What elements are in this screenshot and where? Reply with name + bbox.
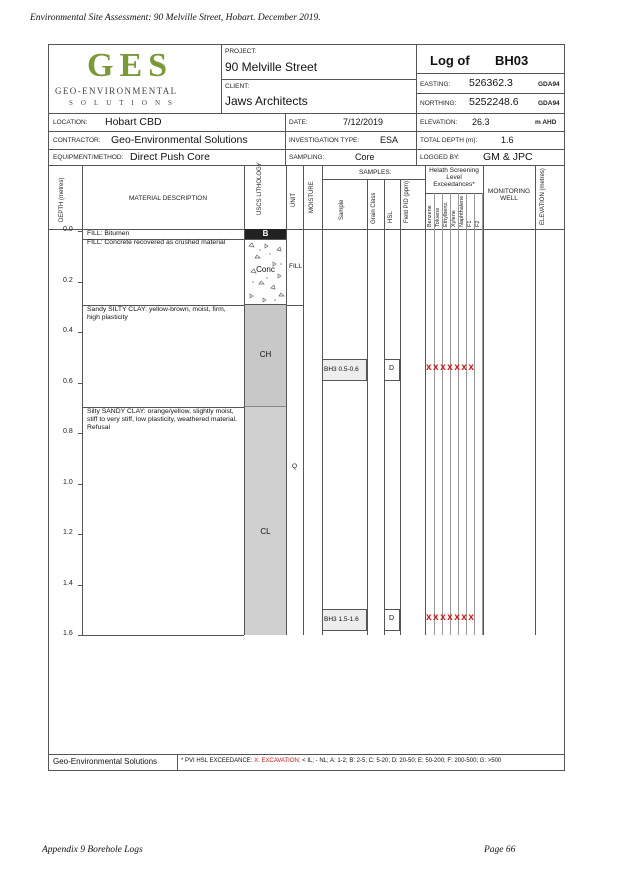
screening-col-line [434,193,435,635]
hsl-column-header: HSL [388,211,394,223]
uscs-column-header: USCS LITHOLOGY [257,162,263,215]
easting-label: EASTING: [420,81,451,88]
depth-tick [78,332,82,333]
lith-label-ch: CH [259,350,272,359]
northing-datum: GDA94 [538,100,560,107]
hsl-class-2: D [389,615,395,622]
footer-legend [181,758,501,764]
depth-tick [78,433,82,434]
total-depth-value: 1.6 [501,135,514,145]
equipment-value: Direct Push Core [130,151,210,163]
sample-column-header: Sample [339,199,345,220]
sampling-value: Core [355,152,375,162]
total-depth-label: TOTAL DEPTH (m): [420,137,478,144]
description-sandy-clay: Silty SANDY CLAY: orange/yellow, slightly moist, stiff to very stiff, low plasticity, weathered material. Refusal [87,408,237,431]
depth-tick [78,383,82,384]
unit-fill: FILL [289,263,303,270]
depth-tick-label: 1.6 [63,630,73,637]
elevation-value: 26.3 [472,117,490,127]
samples-header: SAMPLES: [359,169,392,176]
depth-tick-label: 0.2 [63,276,73,284]
depth-column-header: DEPTH (metres) [59,177,65,222]
exceedance-marks-2: xxxxxxx [426,612,476,623]
legend-excavation: X: EXCAVATION; [254,758,301,764]
lith-label-b: B [262,229,269,238]
elevation-unit: m AHD [535,119,557,126]
depth-tick [78,484,82,485]
screening-col-line [458,193,459,635]
description-silty-clay: Sandy SILTY CLAY: yellow-brown, moist, firm, high plasticity [87,306,226,321]
screening-col-line [450,193,451,635]
screening-col-toluene: Toluene [435,207,441,227]
grain-class-column-header: Grain Class [371,192,377,224]
depth-tick-label: 1.2 [63,529,73,536]
northing-value: 5252248.6 [469,96,519,108]
project-label: PROJECT: [225,48,257,55]
footer-company: Geo-Environmental Solutions [53,757,158,766]
sampling-label: SAMPLING: [289,154,325,161]
unit-q: Q [292,463,298,470]
logged-by-value: GM & JPC [483,151,533,163]
borehole-id: BH03 [495,53,529,68]
logged-by-label: LOGGED BY: [420,154,460,161]
screening-col-line [442,193,443,635]
equipment-label: EQUIPMENT/METHOD: [53,154,124,161]
depth-tick-label: 1.4 [63,579,73,587]
depth-tick-label: 0.0 [63,226,73,233]
field-pid-column-header: Field PID (ppm) [404,180,410,223]
contractor-value: Geo-Environmental Solutions [111,134,248,146]
screening-header: Helath Screening Level Exceedances* [429,167,479,188]
location-value: Hobart CBD [105,116,162,128]
exceedance-marks-1: xxxxxxx [426,362,476,373]
screening-col-ethylbenz: Ethylbenz. [443,201,449,227]
material-column-header: MATERIAL DESCRIPTION [129,195,208,202]
monitoring-well-header: MONITORING WELL [487,188,531,202]
screening-col-benzene: Benzene [427,205,433,227]
northing-label: NORTHING: [420,100,457,107]
legend-classes: < IL; - NL; A: 1-2; B: 2-5; C: 5-20; D: 20-50; E: 50-200; F: 200-500; G: >500 [302,758,502,764]
investigation-type-label: INVESTIGATION TYPE: [289,137,360,144]
description-bitumen: FILL: Bitumen [87,230,130,237]
contractor-label: CONTRACTOR: [53,137,101,144]
client-name: Jaws Architects [225,94,308,108]
screening-col-naphthalene: Naphthalene [459,195,465,227]
screening-col-line [474,193,475,635]
depth-tick-label: 1.0 [63,478,73,486]
depth-tick [78,231,82,232]
screening-col-f2: F2 [475,220,481,227]
moisture-column-header: MOISTURE [309,181,315,213]
depth-tick [78,534,82,535]
easting-value: 526362.3 [469,77,513,89]
borehole-log-sheet [48,44,565,771]
location-label: LOCATION: [53,119,88,126]
lith-cl [245,407,286,635]
elevation-label: ELEVATION: [420,119,458,126]
elevation-column-header: ELEVATION (metres) [540,168,546,225]
screening-col-f1: F1 [467,220,473,227]
investigation-type-value: ESA [380,135,399,145]
logo-line1: GEO-ENVIRONMENTAL [55,86,178,96]
screening-col-line [482,193,483,635]
depth-tick [78,282,82,283]
screening-col-xylene: Xylene [451,210,457,227]
legend-prefix: * PVI HSL EXCEEDANCE: [181,758,253,764]
date-value: 7/12/2019 [343,117,384,127]
logo-letters: GES [87,47,174,84]
depth-tick-label: 0.8 [63,428,73,435]
logo-line2: SOLUTIONS [69,99,180,107]
description-concrete: FILL: Concrete recovered as crushed material [87,239,226,246]
date-label: DATE: [289,119,308,126]
log-of-label: Log of [430,53,470,68]
easting-datum: GDA94 [538,81,560,88]
unit-column-header: UNIT [291,193,297,207]
sample-id-1: BH3 0.5-0.6 [324,366,359,373]
screening-col-line [466,193,467,635]
sample-id-2: BH3 1.5-1.6 [324,616,359,623]
depth-tick [78,585,82,586]
lith-label-cl: CL [260,527,271,536]
project-name: 90 Melville Street [225,60,318,74]
page-footer-left: Appendix 9 Borehole Logs [42,845,143,855]
hsl-class-1: D [389,365,395,372]
depth-tick-label: 0.4 [63,327,73,334]
page-footer-right: Page 66 [484,845,516,855]
lith-label-conc: Conc [256,265,275,274]
client-label: CLIENT: [225,83,250,90]
page-header: Environmental Site Assessment: 90 Melville Street, Hobart. December 2019. [30,13,321,23]
depth-tick-label: 0.6 [63,377,73,385]
